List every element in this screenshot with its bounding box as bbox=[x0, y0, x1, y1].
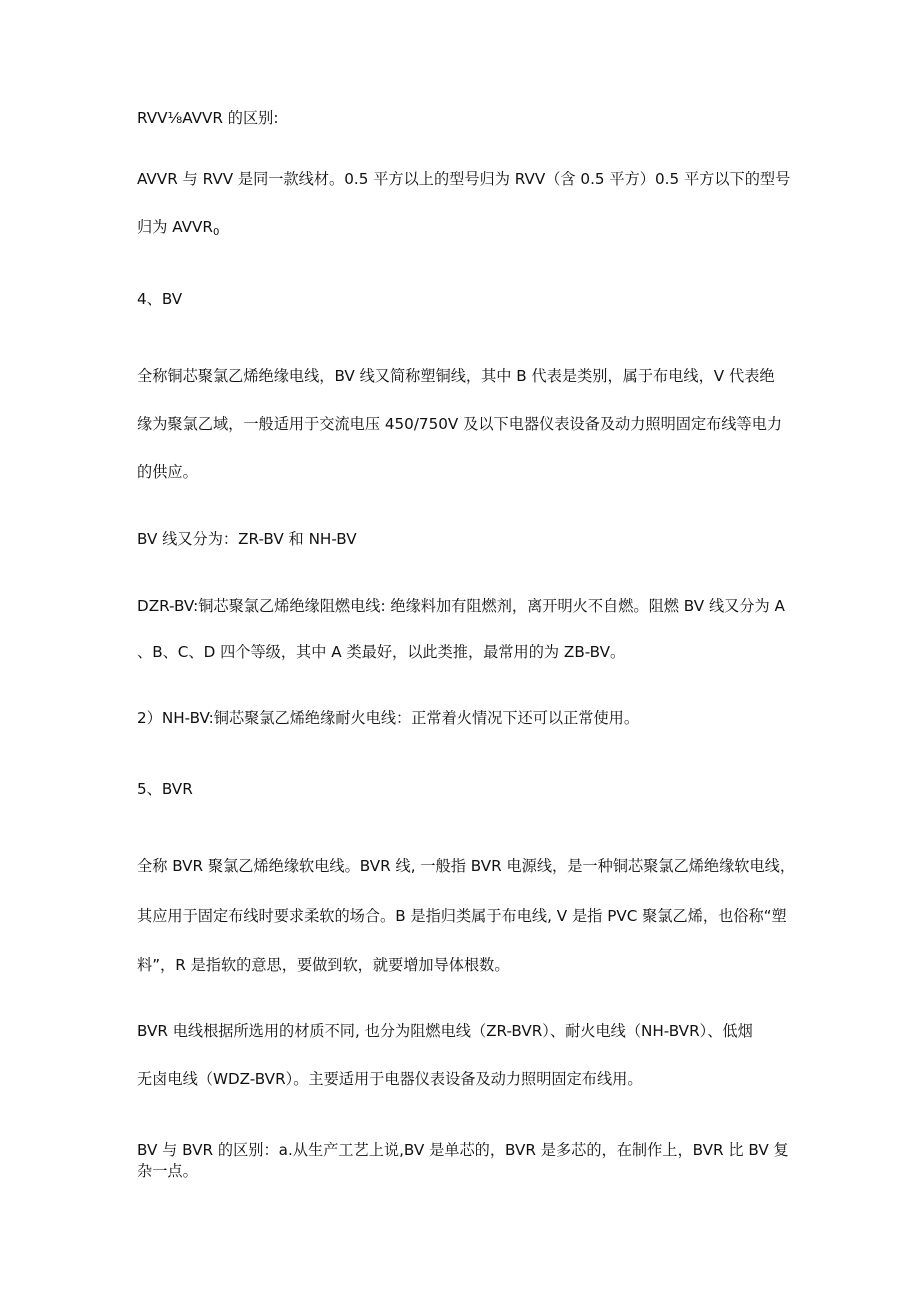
text-line: 全称铜芯聚氯乙烯绝缘电线，BV 线又简称塑铜线，其中 B 代表是类别，属于布电线，V 代表绝 bbox=[137, 367, 775, 385]
section-heading: 4、BV bbox=[137, 290, 183, 308]
subscript-text: 0 bbox=[212, 227, 220, 238]
text-line: AVVR 与 RVV 是同一款线材。0.5 平方以上的型号归为 RVV（含 0.5 平方）0.5 平方以下的型号 bbox=[137, 170, 791, 188]
text-line: 2）NH-BV:铜芯聚氯乙烯绝缘耐火电线：正常着火情况下还可以正常使用。 bbox=[137, 709, 640, 727]
text-line: 的供应。 bbox=[137, 463, 198, 481]
text-line: 无卤电线（WDZ-BVR）。主要适用于电器仪表设备及动力照明固定布线用。 bbox=[137, 1070, 643, 1088]
text-line: BV 线又分为：ZR-BV 和 NH-BV bbox=[137, 530, 357, 548]
text-line: RVV⅛AVVR 的区别: bbox=[137, 109, 279, 127]
text-line: 、B、C、D 四个等级，其中 A 类最好，以此类推，最常用的为 ZB-BV。 bbox=[137, 643, 626, 661]
text-line: BV 与 BVR 的区别：a.从生产工艺上说,BV 是单芯的，BVR 是多芯的，在制作上，BVR 比 BV 复 bbox=[137, 1141, 789, 1159]
text-line: 其应用于固定布线时要求柔软的场合。B 是指归类属于布电线, V 是指 PVC 聚氯乙烯，也俗称“塑 bbox=[137, 907, 787, 925]
text-line: 杂一点。 bbox=[137, 1162, 198, 1180]
text-line: 归为 AVVR bbox=[137, 218, 213, 236]
text-line: 缘为聚氯乙域，一般适用于交流电压 450/750V 及以下电器仪表设备及动力照明固定布线等电力 bbox=[137, 415, 783, 433]
section-heading: 5、BVR bbox=[137, 780, 193, 798]
text-line: BVR 电线根据所选用的材质不同, 也分为阻燃电线（ZR-BVR）、耐火电线（NH-BVR）、低烟 bbox=[137, 1022, 753, 1040]
text-line: 全称 BVR 聚氯乙烯绝缘软电线。BVR 线, 一般指 BVR 电源线，是一种铜芯聚氯乙烯绝缘软电线， bbox=[137, 857, 796, 875]
text-line: DZR-BV:铜芯聚氯乙烯绝缘阻燃电线: 绝缘料加有阻燃剂，离开明火不自燃。阻燃 BV 线又分为 A bbox=[137, 597, 785, 615]
text-line: 料”，R 是指软的意思，要做到软，就要增加导体根数。 bbox=[137, 956, 510, 974]
text-line-with-subscript bbox=[137, 217, 219, 243]
